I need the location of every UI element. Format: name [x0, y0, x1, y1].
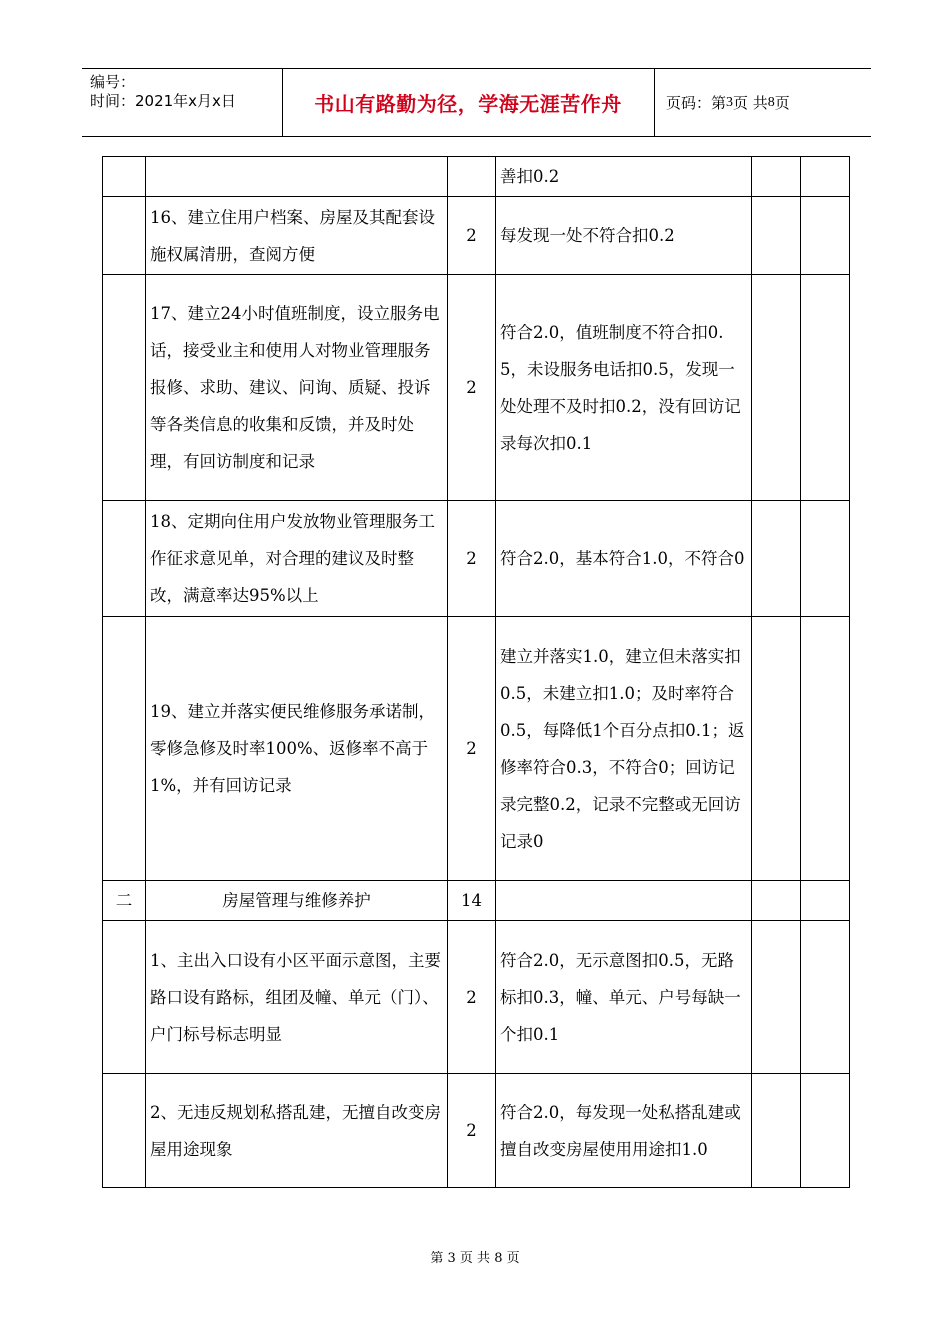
row-index-cell	[103, 921, 146, 1074]
footer-prefix: 第	[430, 1251, 444, 1266]
row-index-cell	[103, 275, 146, 501]
row-extra-cell	[801, 501, 850, 617]
row-extra-cell	[801, 1074, 850, 1188]
row-score-cell: 2	[448, 1074, 496, 1188]
row-index-cell	[103, 501, 146, 617]
footer-current: 3	[447, 1251, 456, 1266]
row-item-cell: 18、定期向住用户发放物业管理服务工作征求意见单，对合理的建议及时整改，满意率达95%以上	[146, 501, 448, 617]
page-total: 8	[767, 94, 775, 110]
footer-total: 8	[494, 1251, 503, 1266]
table-body	[103, 157, 850, 1188]
table-row	[103, 157, 850, 197]
row-index-cell	[103, 197, 146, 275]
evaluation-table	[102, 156, 850, 1188]
row-index-cell	[103, 1074, 146, 1188]
row-criteria-cell: 善扣0.2	[496, 157, 752, 197]
row-extra-cell	[752, 1074, 801, 1188]
row-item-cell: 16、建立住用户档案、房屋及其配套设施权属清册，查阅方便	[146, 197, 448, 275]
row-criteria-cell: 符合2.0，基本符合1.0，不符合0	[496, 501, 752, 617]
header-meta	[90, 73, 280, 111]
table-row	[103, 197, 850, 275]
row-item-cell: 房屋管理与维修养护	[146, 881, 448, 921]
page-prefix: 页码：第	[666, 94, 727, 112]
table-row	[103, 881, 850, 921]
header-divider	[654, 69, 655, 136]
row-extra-cell	[801, 881, 850, 921]
row-criteria-cell: 符合2.0，每发现一处私搭乱建或擅自改变房屋使用用途扣1.0	[496, 1074, 752, 1188]
document-number-label: 编号：	[90, 73, 136, 91]
row-extra-cell	[752, 275, 801, 501]
row-extra-cell	[801, 921, 850, 1074]
row-extra-cell	[801, 275, 850, 501]
row-extra-cell	[752, 197, 801, 275]
row-extra-cell	[801, 197, 850, 275]
row-extra-cell	[752, 881, 801, 921]
row-extra-cell	[752, 921, 801, 1074]
table-row	[103, 1074, 850, 1188]
page-suffix: 页	[774, 94, 790, 112]
row-item-cell	[146, 157, 448, 197]
row-item-cell: 2、无违反规划私搭乱建，无擅自改变房屋用途现象	[146, 1074, 448, 1188]
row-extra-cell	[801, 617, 850, 881]
row-criteria-cell: 符合2.0，无示意图扣0.5，无路标扣0.3，幢、单元、户号每缺一个扣0.1	[496, 921, 752, 1074]
row-score-cell: 2	[448, 197, 496, 275]
row-score-cell	[448, 157, 496, 197]
header-page-indicator	[662, 69, 871, 136]
row-extra-cell	[801, 157, 850, 197]
table-row	[103, 501, 850, 617]
row-score-cell: 2	[448, 921, 496, 1074]
row-item-cell: 17、建立24小时值班制度，设立服务电话，接受业主和使用人对物业管理服务报修、求助、建议、问询、质疑、投诉等各类信息的收集和反馈，并及时处理，有回访制度和记录	[146, 275, 448, 501]
page-current: 3	[726, 94, 734, 110]
row-criteria-cell: 每发现一处不符合扣0.2	[496, 197, 752, 275]
row-extra-cell	[752, 617, 801, 881]
row-item-cell: 19、建立并落实便民维修服务承诺制，零修急修及时率100%、返修率不高于1%，并有回访记录	[146, 617, 448, 881]
row-score-cell: 14	[448, 881, 496, 921]
page-footer	[0, 1247, 950, 1266]
footer-suffix: 页	[506, 1251, 520, 1266]
table-row	[103, 275, 850, 501]
row-score-cell: 2	[448, 617, 496, 881]
row-criteria-cell: 符合2.0，值班制度不符合扣0.5，未设服务电话扣0.5，发现一处处理不及时扣0.2，没有回访记录每次扣0.1	[496, 275, 752, 501]
row-score-cell: 2	[448, 275, 496, 501]
row-index-cell	[103, 157, 146, 197]
header-motto: 书山有路勤为径，学海无涯苦作舟	[314, 92, 622, 116]
page-header	[82, 68, 871, 137]
document-time-label: 时间：2021年x月x日	[90, 92, 236, 110]
row-item-cell: 1、主出入口设有小区平面示意图，主要路口设有路标，组团及幢、单元（门）、户门标号标志明显	[146, 921, 448, 1074]
row-score-cell: 2	[448, 501, 496, 617]
row-extra-cell	[752, 501, 801, 617]
row-extra-cell	[752, 157, 801, 197]
row-criteria-cell	[496, 881, 752, 921]
row-index-cell: 二	[103, 881, 146, 921]
row-criteria-cell: 建立并落实1.0，建立但未落实扣0.5，未建立扣1.0；及时率符合0.5，每降低1个百分点扣0.1；返修率符合0.3，不符合0；回访记录完整0.2，记录不完整或无回访记录0	[496, 617, 752, 881]
page-mid: 页 共	[733, 94, 768, 112]
table-row	[103, 617, 850, 881]
row-index-cell	[103, 617, 146, 881]
footer-mid: 页 共	[459, 1251, 491, 1266]
table-row	[103, 921, 850, 1074]
